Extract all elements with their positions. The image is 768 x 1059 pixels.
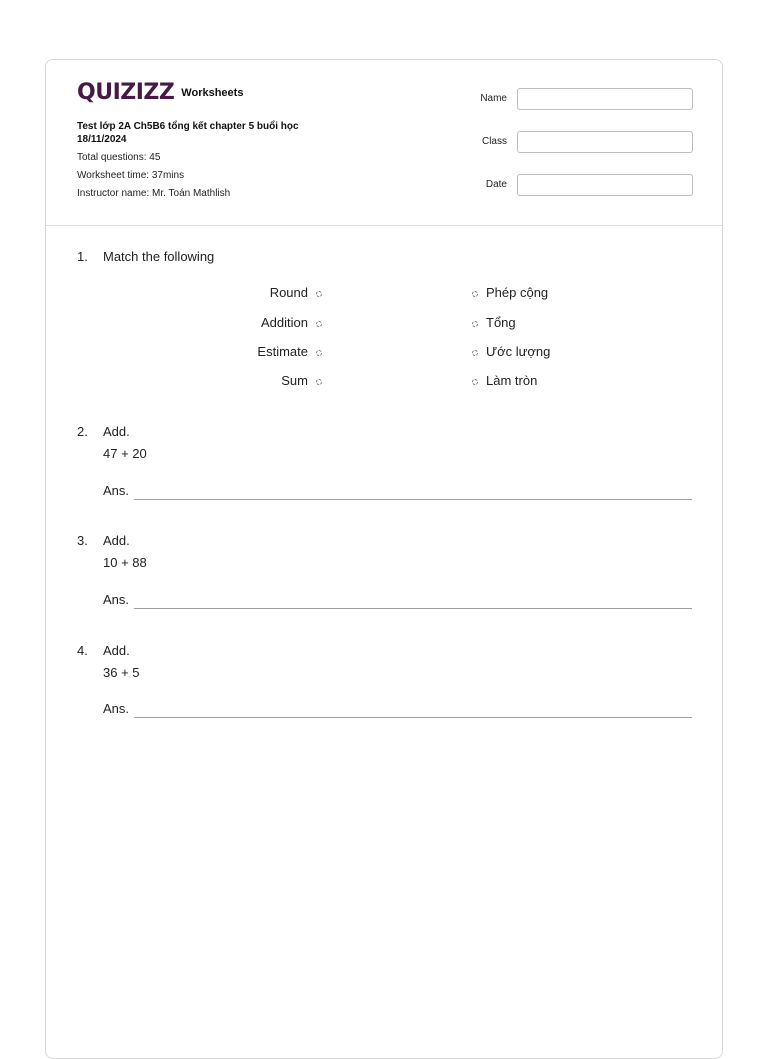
match-left-label: Round bbox=[269, 285, 308, 300]
match-dot-icon bbox=[472, 350, 478, 356]
match-dot-icon bbox=[472, 379, 478, 385]
answer-line[interactable] bbox=[134, 703, 692, 718]
question-expression: 47 + 20 bbox=[103, 446, 147, 461]
class-field[interactable] bbox=[517, 131, 693, 153]
match-right-label: Tổng bbox=[486, 315, 516, 330]
answer-line[interactable] bbox=[134, 594, 692, 609]
question-prompt: Add. bbox=[103, 533, 130, 548]
logo-wordmark: QUIZIZZ bbox=[77, 80, 175, 105]
match-dot-icon bbox=[316, 291, 322, 297]
question-number: 3. bbox=[77, 533, 88, 548]
name-label: Name bbox=[480, 93, 507, 104]
match-left-item[interactable] bbox=[281, 373, 322, 388]
question-number: 1. bbox=[77, 249, 88, 264]
quizizz-logo bbox=[77, 80, 243, 105]
match-right-label: Làm tròn bbox=[486, 373, 538, 388]
match-right-label: Phép cộng bbox=[486, 285, 549, 300]
instructor-name: Instructor name: Mr. Toán Mathlish bbox=[77, 188, 231, 199]
question-number: 4. bbox=[77, 643, 88, 658]
match-left-item[interactable] bbox=[257, 344, 322, 359]
match-dot-icon bbox=[316, 321, 322, 327]
match-right-item[interactable] bbox=[472, 344, 550, 359]
match-left-label: Addition bbox=[261, 315, 308, 330]
question-prompt: Add. bbox=[103, 643, 130, 658]
answer-line[interactable] bbox=[134, 485, 692, 500]
question-prompt: Add. bbox=[103, 424, 130, 439]
class-label: Class bbox=[481, 136, 507, 147]
question-expression: 36 + 5 bbox=[103, 665, 140, 680]
match-dot-icon bbox=[316, 350, 322, 356]
name-field[interactable] bbox=[517, 88, 693, 110]
match-left-label: Estimate bbox=[257, 344, 308, 359]
logo-subtitle: Worksheets bbox=[181, 87, 244, 99]
answer-label: Ans. bbox=[103, 483, 130, 498]
match-dot-icon bbox=[316, 379, 322, 385]
match-dot-icon bbox=[472, 291, 478, 297]
date-label: Date bbox=[485, 179, 507, 190]
answer-label: Ans. bbox=[103, 701, 130, 716]
worksheet-time: Worksheet time: 37mins bbox=[77, 170, 185, 181]
total-questions: Total questions: 45 bbox=[77, 152, 161, 163]
date-field[interactable] bbox=[517, 174, 693, 196]
worksheet-header bbox=[46, 60, 722, 226]
match-right-item[interactable] bbox=[472, 373, 537, 388]
match-left-item[interactable] bbox=[270, 285, 322, 300]
match-right-item[interactable] bbox=[472, 315, 516, 330]
worksheet-page bbox=[45, 59, 723, 1059]
match-left-item[interactable] bbox=[261, 315, 322, 330]
answer-label: Ans. bbox=[103, 592, 130, 607]
match-right-item[interactable] bbox=[472, 285, 548, 300]
question-prompt: Match the following bbox=[103, 249, 215, 264]
match-left-label: Sum bbox=[281, 373, 308, 388]
worksheet-title: Test lớp 2A Ch5B6 tổng kết chapter 5 buổi học 18/11/2024 bbox=[77, 121, 299, 145]
question-number: 2. bbox=[77, 424, 88, 439]
match-dot-icon bbox=[472, 321, 478, 327]
question-expression: 10 + 88 bbox=[103, 555, 147, 570]
match-right-label: Ước lượng bbox=[486, 344, 551, 359]
